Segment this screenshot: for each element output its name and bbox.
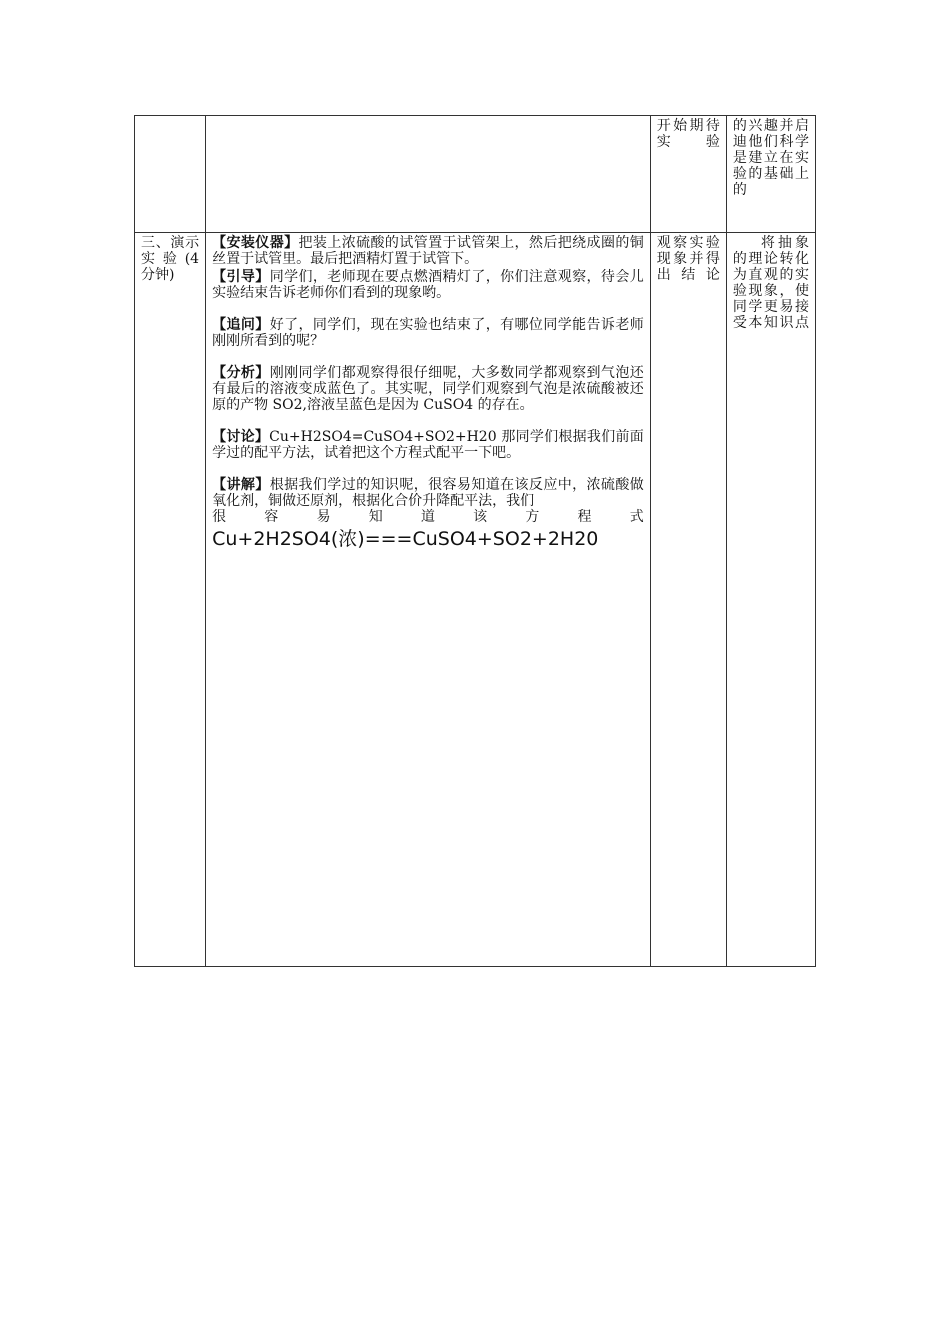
stage-cell [135,116,206,233]
paragraph-analysis: 【分析】刚刚同学们都观察得很仔细呢，大多数同学都观察到气泡还有最后的溶液变成蓝色了。其实呢，同学们观察到气泡是浓硫酸被还原的产物 SO2,溶液呈蓝色是因为 CuSO4 的存在。 [212,365,644,413]
student-activity-cell [650,233,726,967]
paragraph-explanation: 【讲解】根据我们学过的知识呢，很容易知道在该反应中，浓硫酸做氧化剂，铜做还原剂，根据化合价升降配平法，我们 [212,477,644,509]
design-intent-text: 的兴趣并启迪他们科学是建立在实验的基础上的 [732,118,809,198]
table-row [135,233,816,967]
student-activity-text: 开始期待实验 [656,118,720,150]
stage-cell [135,233,206,967]
paragraph-guide: 【引导】同学们，老师现在要点燃酒精灯了，你们注意观察，待会儿实验结束告诉老师你们看到的现象哟。 [212,269,644,301]
content-cell [206,233,651,967]
paragraph-discussion: 【讨论】Cu+H2SO4=CuSO4+SO2+H20 那同学们根据我们前面学过的配平方法，试着把这个方程式配平一下吧。 [212,429,644,461]
design-intent-cell [726,233,815,967]
paragraph-install: 【安装仪器】把装上浓硫酸的试管置于试管架上，然后把绕成圈的铜丝置于试管里。最后把酒精灯置于试管下。 [212,235,644,267]
spread-line: 很 容 易 知 道 该 方 程 式 [212,509,644,525]
design-intent-cell [726,116,815,233]
paragraph-question: 【追问】好了，同学们，现在实验也结束了，有哪位同学能告诉老师刚刚所看到的呢？ [212,317,644,349]
design-intent-text: 将抽象的理论转化为直观的实验现象，使同学更易接受本知识点 [732,235,809,331]
stage-text: 三、演示实验(4 分钟) [141,235,200,283]
table-row [135,116,816,233]
lesson-plan-table [134,115,816,967]
content-cell [206,116,651,233]
chemical-equation: Cu+2H2SO4(浓)===CuSO4+SO2+2H20 [212,528,599,550]
student-activity-text: 观察实验现象并得出结论 [656,235,720,283]
student-activity-cell [650,116,726,233]
